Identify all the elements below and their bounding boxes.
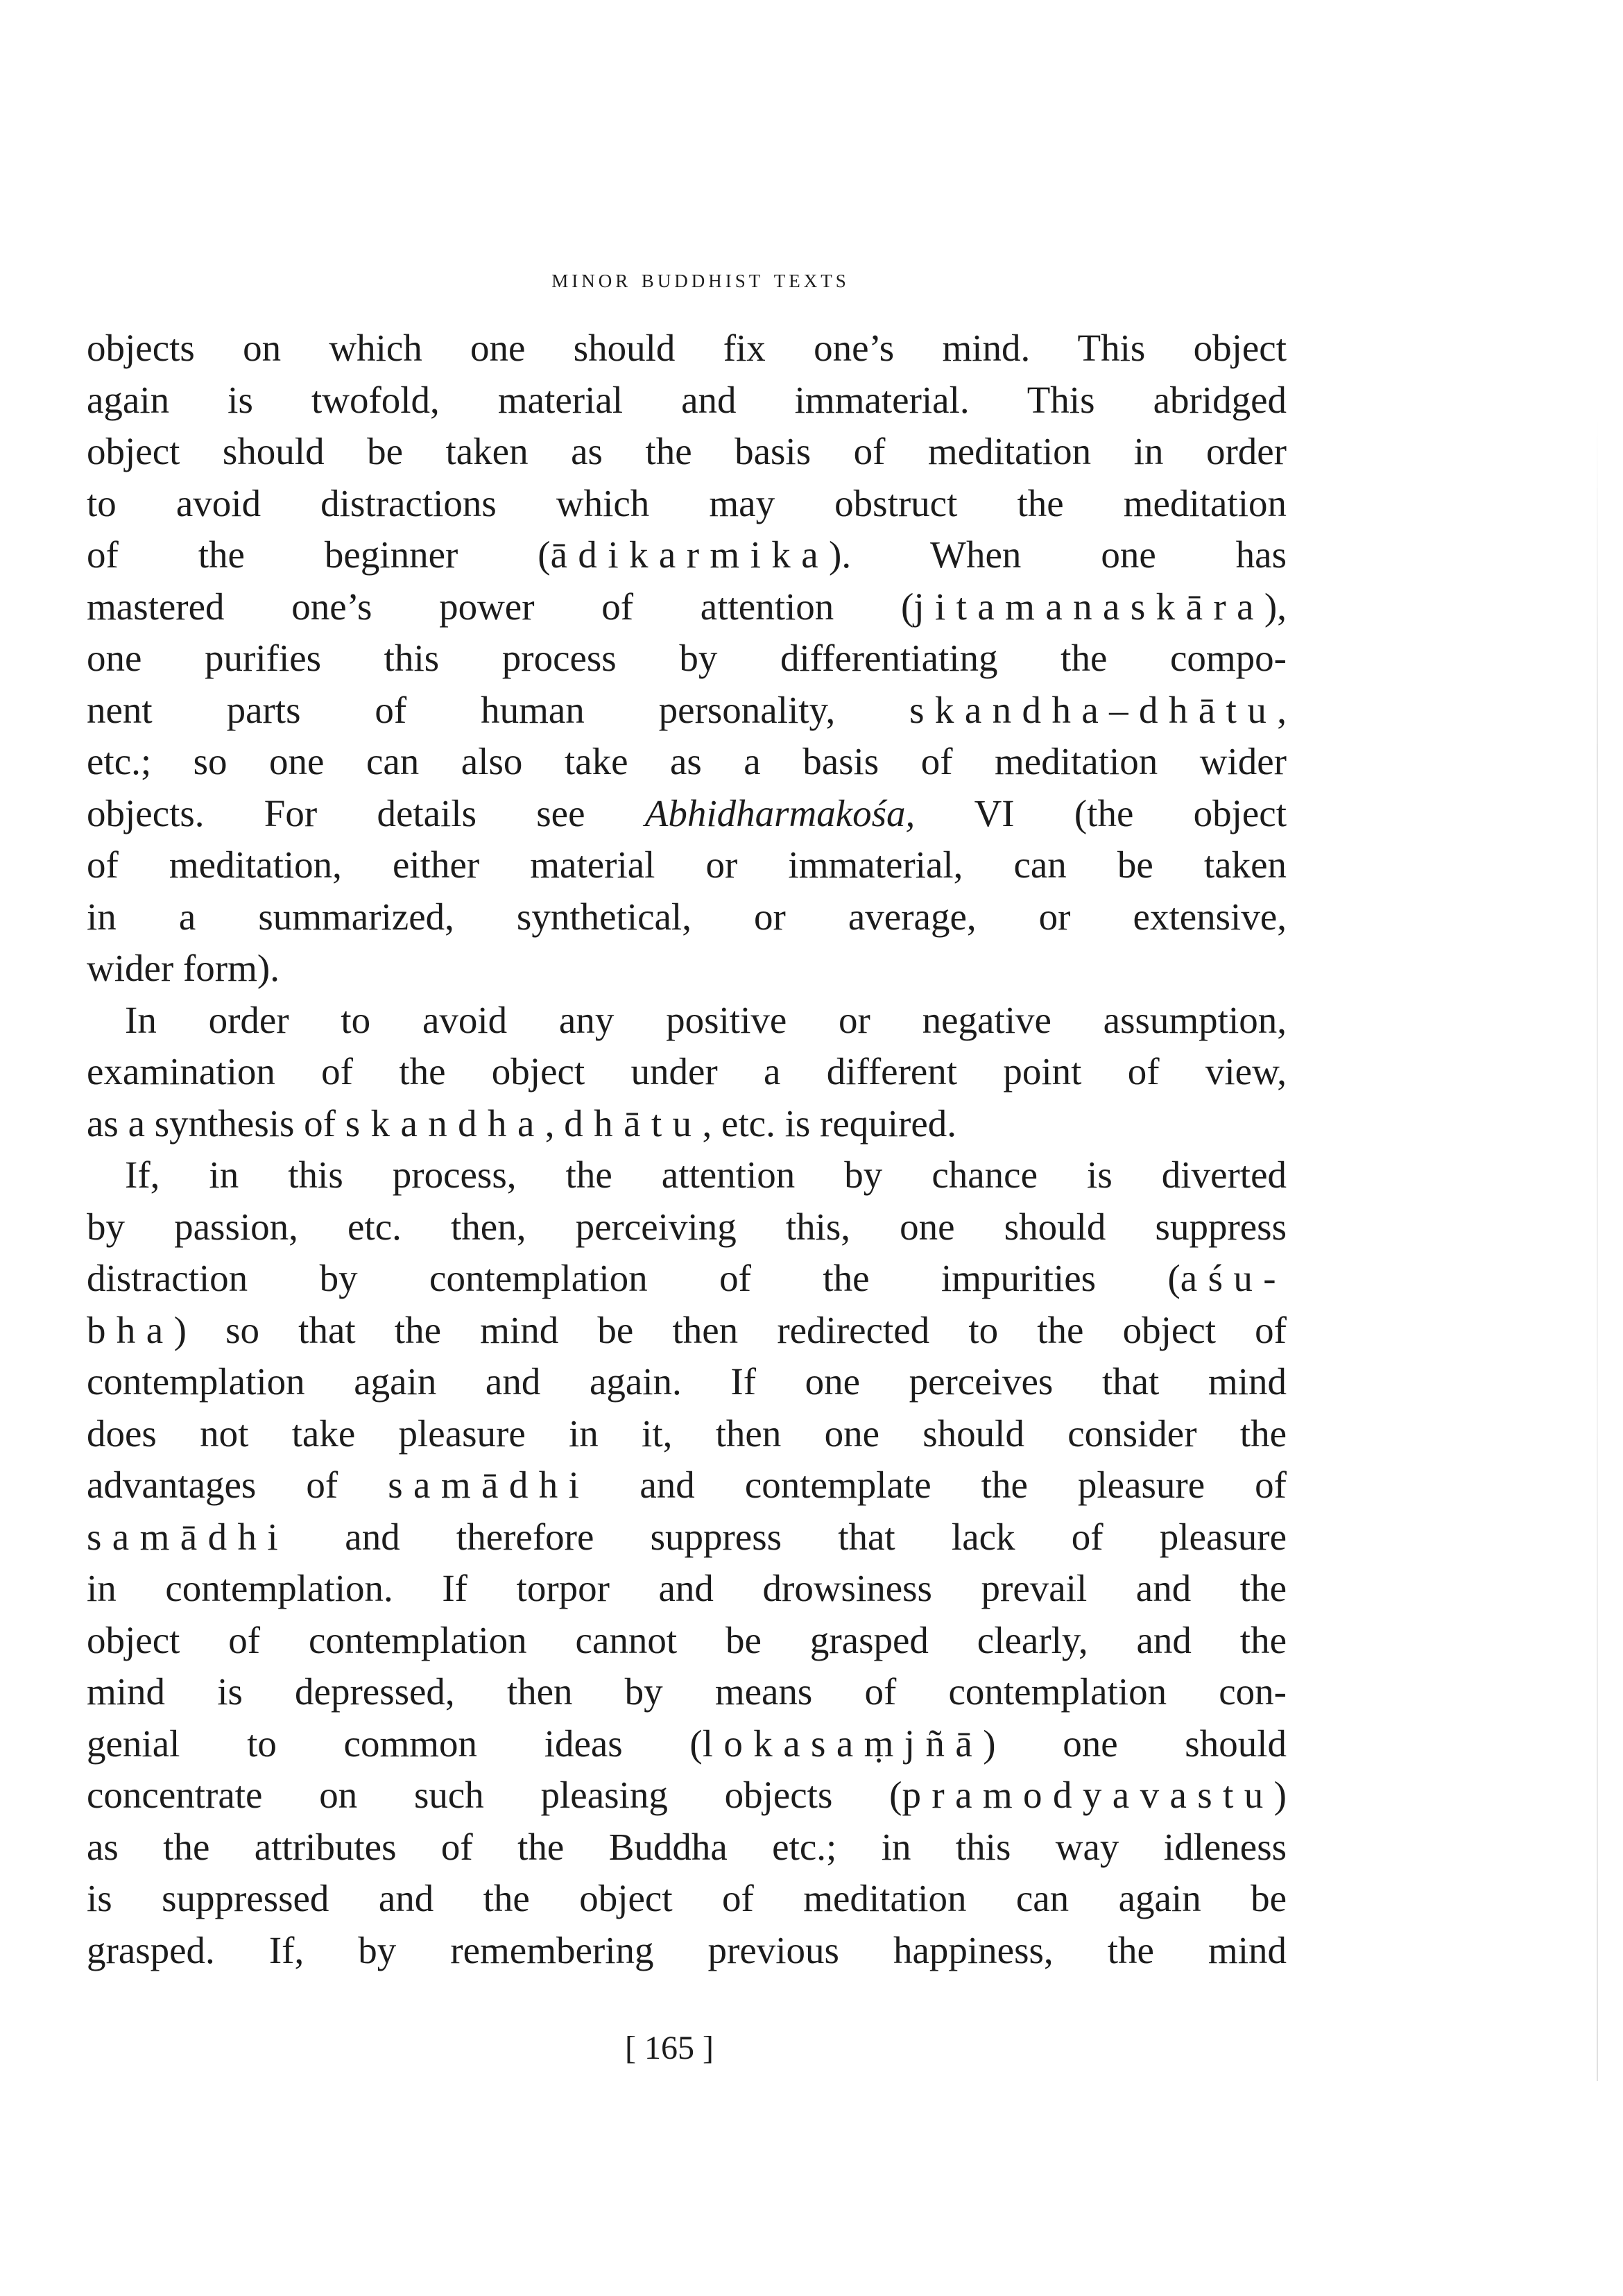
text-run: VI (the object: [915, 791, 1287, 834]
text-run: in contemplation. If torpor and drowsiness prevail and the: [87, 1567, 1287, 1609]
text-line: [87, 323, 1287, 375]
text-run: by passion, etc. then, perceiving this, one should suppress: [87, 1205, 1287, 1248]
sanskrit-term: skandha–dhātu: [909, 688, 1278, 731]
text-run: If, in this process, the attention by chance is diverted: [125, 1154, 1287, 1196]
sanskrit-term: samādhi: [87, 1515, 289, 1558]
text-run: ): [1273, 1774, 1287, 1816]
text-line: [87, 633, 1287, 685]
text-line: [87, 736, 1287, 788]
page-edge-shadow: [1597, 416, 1598, 2081]
text-line: [87, 1666, 1287, 1718]
sanskrit-term: jitamanaskāra: [913, 585, 1264, 628]
text-run: ) so that the mind be then redirected to the object of: [173, 1308, 1287, 1351]
text-run: ,: [544, 1102, 565, 1145]
text-run: and contemplate the pleasure of: [590, 1464, 1287, 1506]
text-line: [87, 1305, 1287, 1357]
text-line: [87, 581, 1287, 633]
text-run: grasped. If, by remembering previous happiness, the mind: [87, 1928, 1287, 1971]
sanskrit-term: bha: [87, 1308, 174, 1351]
sanskrit-term: skandha: [345, 1102, 545, 1145]
text-line: [87, 1873, 1287, 1925]
text-line: [87, 529, 1287, 581]
text-run: as the attributes of the Buddha etc.; in this way idleness: [87, 1825, 1287, 1868]
text-line: [87, 1098, 1287, 1150]
text-run: etc.; so one can also take as a basis of meditation wider: [87, 740, 1287, 782]
text-run: ). When one has: [829, 533, 1287, 576]
text-line: [87, 943, 1287, 995]
text-run: of meditation, either material or immaterial, can be taken: [87, 843, 1287, 886]
text-run: genial to common ideas (: [87, 1722, 703, 1765]
text-line: [87, 1253, 1287, 1305]
text-run: ) one should: [983, 1722, 1287, 1765]
text-line: [87, 375, 1287, 427]
text-run: concentrate on such pleasing objects (: [87, 1774, 902, 1816]
text-line: [87, 1459, 1287, 1511]
text-line: [87, 685, 1287, 737]
running-head: minor buddhist texts: [551, 264, 850, 293]
text-run: In order to avoid any positive or negative assumption,: [125, 998, 1287, 1041]
text-line: [87, 1356, 1287, 1408]
text-line: [87, 1925, 1287, 1977]
text-run: advantages of: [87, 1464, 388, 1506]
text-line: [87, 1408, 1287, 1460]
sanskrit-term: ādikarmika: [550, 533, 830, 576]
text-run: examination of the object under a different point of view,: [87, 1050, 1287, 1093]
text-line: [87, 1770, 1287, 1822]
text-line: [87, 1511, 1287, 1563]
text-run: mind is depressed, then by means of contemplation con-: [87, 1670, 1287, 1713]
text-line: [87, 1615, 1287, 1667]
text-run: mastered one’s power of attention (: [87, 585, 914, 628]
text-line: [87, 1563, 1287, 1615]
text-run: again is twofold, material and immaterial. This abridged: [87, 378, 1287, 421]
text-run: objects. For details see: [87, 791, 645, 834]
sanskrit-term: lokasaṃjñā: [702, 1722, 984, 1765]
body-text: [87, 323, 1287, 1976]
text-line: [87, 891, 1287, 943]
text-line: [87, 839, 1287, 891]
sanskrit-term: aśu-: [1180, 1257, 1287, 1299]
text-line: [87, 995, 1287, 1047]
text-line: [87, 1046, 1287, 1098]
sanskrit-term: dhātu: [564, 1102, 703, 1145]
text-line: [87, 478, 1287, 530]
text-run: distraction by contemplation of the impurities (: [87, 1257, 1180, 1299]
text-run: , etc. is required.: [702, 1102, 956, 1145]
text-run: ,: [1277, 688, 1287, 731]
text-line: [87, 426, 1287, 478]
text-run: one purifies this process by differentiating the compo-: [87, 637, 1287, 679]
text-run: to avoid distractions which may obstruct the meditation: [87, 481, 1287, 524]
text-run: is suppressed and the object of meditation can again be: [87, 1877, 1287, 1919]
text-run: and therefore suppress that lack of pleasure: [289, 1515, 1287, 1558]
text-run: object of contemplation cannot be grasped clearly, and the: [87, 1618, 1287, 1661]
text-run: of the beginner (: [87, 533, 551, 576]
text-run: nent parts of human personality,: [87, 688, 910, 731]
text-run: ),: [1264, 585, 1287, 628]
text-run: wider form).: [87, 947, 280, 989]
text-line: [87, 1201, 1287, 1253]
text-line: [87, 1718, 1287, 1770]
text-run: contemplation again and again. If one perceives that mind: [87, 1360, 1287, 1403]
text-run: objects on which one should fix one’s mind. This object: [87, 327, 1287, 369]
text-run: does not take pleasure in it, then one should consider the: [87, 1412, 1287, 1455]
italic-title: Abhidharmakośa,: [644, 791, 916, 834]
text-run: in a summarized, synthetical, or average, or extensive,: [87, 895, 1287, 938]
page-number: [ 165 ]: [625, 2030, 714, 2066]
text-run: object should be taken as the basis of meditation in order: [87, 430, 1287, 472]
sanskrit-term: samādhi: [388, 1464, 590, 1506]
text-line: [87, 1149, 1287, 1201]
text-line: [87, 1822, 1287, 1874]
text-line: [87, 788, 1287, 840]
text-run: as a synthesis of: [87, 1102, 345, 1145]
sanskrit-term: pramodyavastu: [902, 1774, 1274, 1816]
